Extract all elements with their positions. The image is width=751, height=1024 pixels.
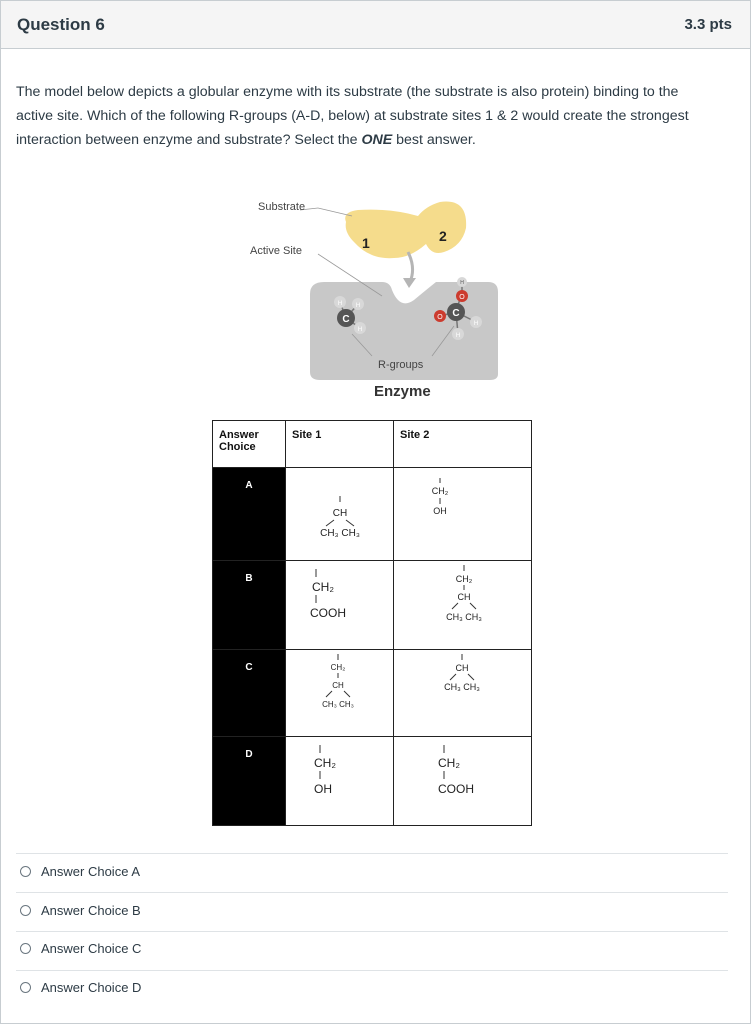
formula-text: CH₃ CH₃ <box>322 700 354 709</box>
site1-cell-a <box>286 468 394 561</box>
formula-text: CH <box>457 592 471 602</box>
question-header <box>1 1 750 49</box>
option-label: Answer Choice A <box>41 864 140 879</box>
figure-label-active-site: Active Site <box>250 245 302 257</box>
site1-cell-d <box>286 737 394 826</box>
formula-text: CH₃ CH₃ <box>446 612 482 622</box>
site2-cell-b <box>394 561 532 650</box>
option-divider <box>16 892 728 893</box>
formula-text: CH₃ CH₃ <box>320 528 360 539</box>
formula-text: CH₂ <box>455 574 473 584</box>
choice-label: A <box>245 480 253 491</box>
formula-text: CH₃ CH₃ <box>444 682 480 692</box>
enzyme-substrate-figure <box>240 186 502 400</box>
formula-text: CH₂ <box>312 580 334 594</box>
atom-o-label: O <box>437 314 443 321</box>
question-text-before: The model below depicts a globular enzyme with its substrate (the substrate is also protein) binding to the active site. Which of the following R-groups (A-D, below) at substrate sites 1 & 2 would create the strongest interaction between enzyme and substrate? Select the <box>16 84 689 148</box>
radio-button[interactable] <box>20 866 31 877</box>
radio-button[interactable] <box>20 943 31 954</box>
option-divider <box>16 970 728 971</box>
table-header-row <box>213 421 532 468</box>
question-text-emphasis: ONE <box>361 132 393 148</box>
option-label: Answer Choice D <box>41 980 142 995</box>
atom-h-label: H <box>460 280 464 286</box>
formula-text: CH <box>332 508 348 519</box>
atom-o-label: O <box>459 294 465 301</box>
atom-h-label: H <box>455 333 461 339</box>
question-text-after: best answer. <box>392 132 476 148</box>
option-answer-a[interactable] <box>20 864 140 879</box>
choice-cell-b <box>213 561 286 650</box>
option-label: Answer Choice C <box>41 941 142 956</box>
figure-label-substrate: Substrate <box>258 201 306 213</box>
answer-choice-table <box>212 420 532 826</box>
figure-label-rgroups: R-groups <box>378 359 424 371</box>
option-answer-c[interactable] <box>20 941 141 956</box>
choice-cell-d <box>213 737 286 826</box>
choice-label: B <box>245 573 253 584</box>
choice-cell-a <box>213 468 286 561</box>
option-answer-d[interactable] <box>20 980 141 995</box>
question-title: Question 6 <box>17 14 105 34</box>
option-answer-b[interactable] <box>20 903 141 918</box>
atom-h-label: H <box>337 301 343 307</box>
table-row <box>213 737 532 826</box>
formula-text: CH₂ <box>330 663 346 672</box>
header-site1: Site 1 <box>286 421 394 468</box>
formula-text: COOH <box>438 782 474 796</box>
site2-cell-a <box>394 468 532 561</box>
formula-text: CH₂ <box>314 756 336 770</box>
figure-label-site2: 2 <box>439 228 447 244</box>
atom-h-label: H <box>355 303 361 309</box>
option-label: Answer Choice B <box>41 903 141 918</box>
site1-cell-c <box>286 650 394 737</box>
formula-text: CH₂ <box>438 756 460 770</box>
atom-h-label: H <box>473 321 479 327</box>
formula-text: COOH <box>310 606 346 620</box>
table-row <box>213 561 532 650</box>
option-divider <box>16 853 728 854</box>
atom-c-label: C <box>342 314 350 325</box>
formula-text: CH <box>455 663 469 673</box>
table-row <box>213 468 532 561</box>
site2-cell-d <box>394 737 532 826</box>
radio-button[interactable] <box>20 905 31 916</box>
choice-label: D <box>245 749 253 760</box>
formula-text: CH <box>332 681 344 690</box>
site1-cell-b <box>286 561 394 650</box>
question-text <box>16 80 706 152</box>
radio-button[interactable] <box>20 982 31 993</box>
formula-text: OH <box>433 506 447 516</box>
figure-label-site1: 1 <box>362 235 370 251</box>
figure-label-enzyme: Enzyme <box>374 383 431 400</box>
table-row <box>213 650 532 737</box>
formula-text: OH <box>314 782 332 796</box>
option-divider <box>16 931 728 932</box>
site2-cell-c <box>394 650 532 737</box>
atom-h-label: H <box>357 327 363 333</box>
formula-text: CH₂ <box>431 486 449 496</box>
choice-label: C <box>245 662 253 673</box>
choice-cell-c <box>213 650 286 737</box>
header-site2: Site 2 <box>394 421 532 468</box>
header-answer-choice: Answer Choice <box>213 421 286 468</box>
question-points: 3.3 pts <box>684 16 732 33</box>
atom-c-label: C <box>452 308 460 319</box>
